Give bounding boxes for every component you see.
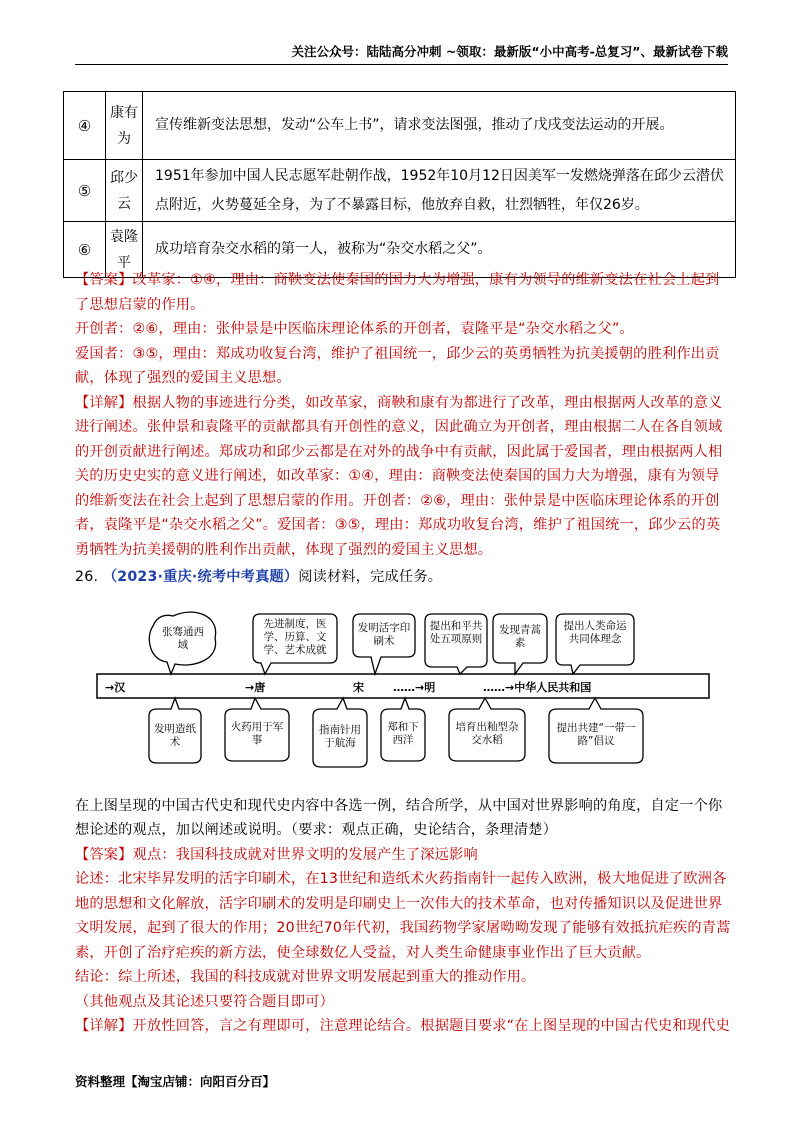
page-header: 关注公众号：陆陆高分冲刺 ~领取：最新版“小中高考-总复习”、最新试卷下载 (291, 44, 728, 59)
table-row (64, 92, 736, 160)
top-box-tang: 先进制度，医学、历算、文学、艺术成就 (263, 617, 327, 656)
bottom-box-zheng-he: 郑和下西洋 (387, 720, 419, 746)
row-number: ⑥ (64, 222, 106, 278)
question-number: 26. (75, 569, 99, 585)
row-number: ⑤ (64, 160, 106, 222)
table-row (64, 160, 736, 222)
person-description: 成功培育杂交水稻的第一人，被称为“杂交水稻之父”。 (143, 222, 736, 278)
row-number: ④ (64, 92, 106, 160)
bottom-box-belt-road: 提出共建“一带一路”倡议 (556, 721, 636, 747)
top-box-zhang-qian: 张骞通西域 (162, 625, 204, 651)
person-description: 1951年参加中国人民志愿军赴朝作战，1952年10月12日因美军一发燃烧弹落在邱少云潜伏点附近，火势蔓延全身，为了不暴露目标，他放弃自救，壮烈牺牲，年仅26岁。 (143, 160, 736, 222)
timeline-song: 宋 (353, 680, 364, 694)
question-stem: 阅读材料，完成任务。 (298, 569, 443, 585)
answer-25: 【答案】改革家：①④，理由：商鞅变法使秦国的国力大为增强，康有为领导的维新变法在社会上起到了思想启蒙的作用。 (75, 272, 720, 313)
person-name: 康有为 (106, 92, 143, 160)
top-box-artemisinin: 发现青蒿素 (499, 623, 541, 649)
detail-26: 【详解】开放性回答，言之有理即可，注意理论结合。根据题目要求“在上图呈现的中国古代史和现代史 (75, 1018, 730, 1034)
timeline-prc: ……→中华人民共和国 (483, 680, 592, 694)
main-content (75, 268, 731, 1039)
history-timeline-diagram (75, 598, 731, 778)
persons-table (63, 91, 736, 278)
timeline-ming: ……→明 (393, 680, 436, 694)
answer-26-argument: 论述：北宋毕昇发明的活字印刷术，在13世纪和造纸术火药指南针一起传入欧洲，极大地促进了欧洲各地的思想和文化解放，活字印刷术的发明是印刷史上一次伟大的技术革命，也对传播知识以及促进世界文明发展，起到了很大的作用；20世纪70年代初，我国药物学家屠呦呦发现了能够有效抵抗疟疾的青蒿素，开创了治疗疟疾的新方法，使全球数亿人受益，对人类生命健康事业作出了巨大贡献。 (75, 871, 731, 961)
top-box-community: 提出人类命运共同体理念 (563, 619, 627, 645)
top-box-five-principles: 提出和平共处五项原则 (429, 619, 483, 645)
person-description: 宣传维新变法思想，发动“公车上书”，请求变法图强，推动了戊戌变法运动的开展。 (143, 92, 736, 160)
answer-25-creators: 开创者：②⑥，理由：张仲景是中医临床理论体系的开创者，袁隆平是“杂交水稻之父”。 (75, 321, 634, 337)
bottom-box-hybrid-rice: 培育出籼型杂交水稻 (455, 720, 519, 746)
answer-26-note: （其他观点及其论述只要符合题目即可） (75, 993, 334, 1010)
bottom-box-paper: 发明造纸术 (154, 722, 196, 748)
person-name: 袁隆平 (106, 222, 143, 278)
timeline-han: →汉 (105, 680, 126, 694)
question-26-title (75, 565, 731, 590)
detail-25: 【详解】根据人物的事迹进行分类，如改革家，商鞅和康有为都进行了改革，理由根据两人改革的意义进行阐述。张仲景和袁隆平的贡献都具有开创性的意义，因此确立为开创者，理由根据二人在各自领域的开创贡献进行阐述。郑成功和邱少云都是在对外的战争中有贡献，因此属于爱国者，理由根据两人相关的历史史实的意义进行阐述，如改革家：①④，理由：商鞅变法使秦国的国力大为增强，康有为领导的维新变法在社会上起到了思想启蒙的作用。开创者：②⑥，理由：张仲景是中医临床理论体系的开创者，袁隆平是“杂交水稻之父”。爱国者：③⑤，理由：郑成功收复台湾，维护了祖国统一，邱少云的英勇牺牲为抗美援朝的胜利作出贡献，体现了强烈的爱国主义思想。 (75, 394, 723, 558)
question-source: （2023·重庆·统考中考真题） (102, 569, 299, 585)
page-footer: 资料整理【淘宝店铺：向阳百分百】 (75, 1074, 276, 1089)
answer-26-view: 【答案】观点：我国科技成就对世界文明的发展产生了深远影响 (75, 846, 478, 863)
header-divider (75, 64, 728, 65)
question-26-prompt: 在上图呈现的中国古代史和现代史内容中各选一例，结合所学，从中国对世界影响的角度，自定一个你想论述的观点，加以阐述或说明。（要求：观点正确，史论结合，条理清楚） (75, 797, 723, 838)
bottom-box-gunpowder: 火药用于军事 (230, 720, 284, 746)
bottom-box-compass: 指南针用于航海 (319, 723, 361, 749)
person-name: 邱少云 (106, 160, 143, 222)
top-box-printing: 发明活字印刷术 (357, 621, 411, 647)
timeline-tang: →唐 (245, 680, 266, 694)
answer-25-patriots: 爱国者：③⑤，理由：郑成功收复台湾，维护了祖国统一，邱少云的英勇牺牲为抗美援朝的胜利作出贡献，体现了强烈的爱国主义思想。 (75, 345, 720, 386)
answer-26-conclusion: 结论：综上所述，我国的科技成就对世界文明发展起到重大的推动作用。 (75, 969, 536, 985)
